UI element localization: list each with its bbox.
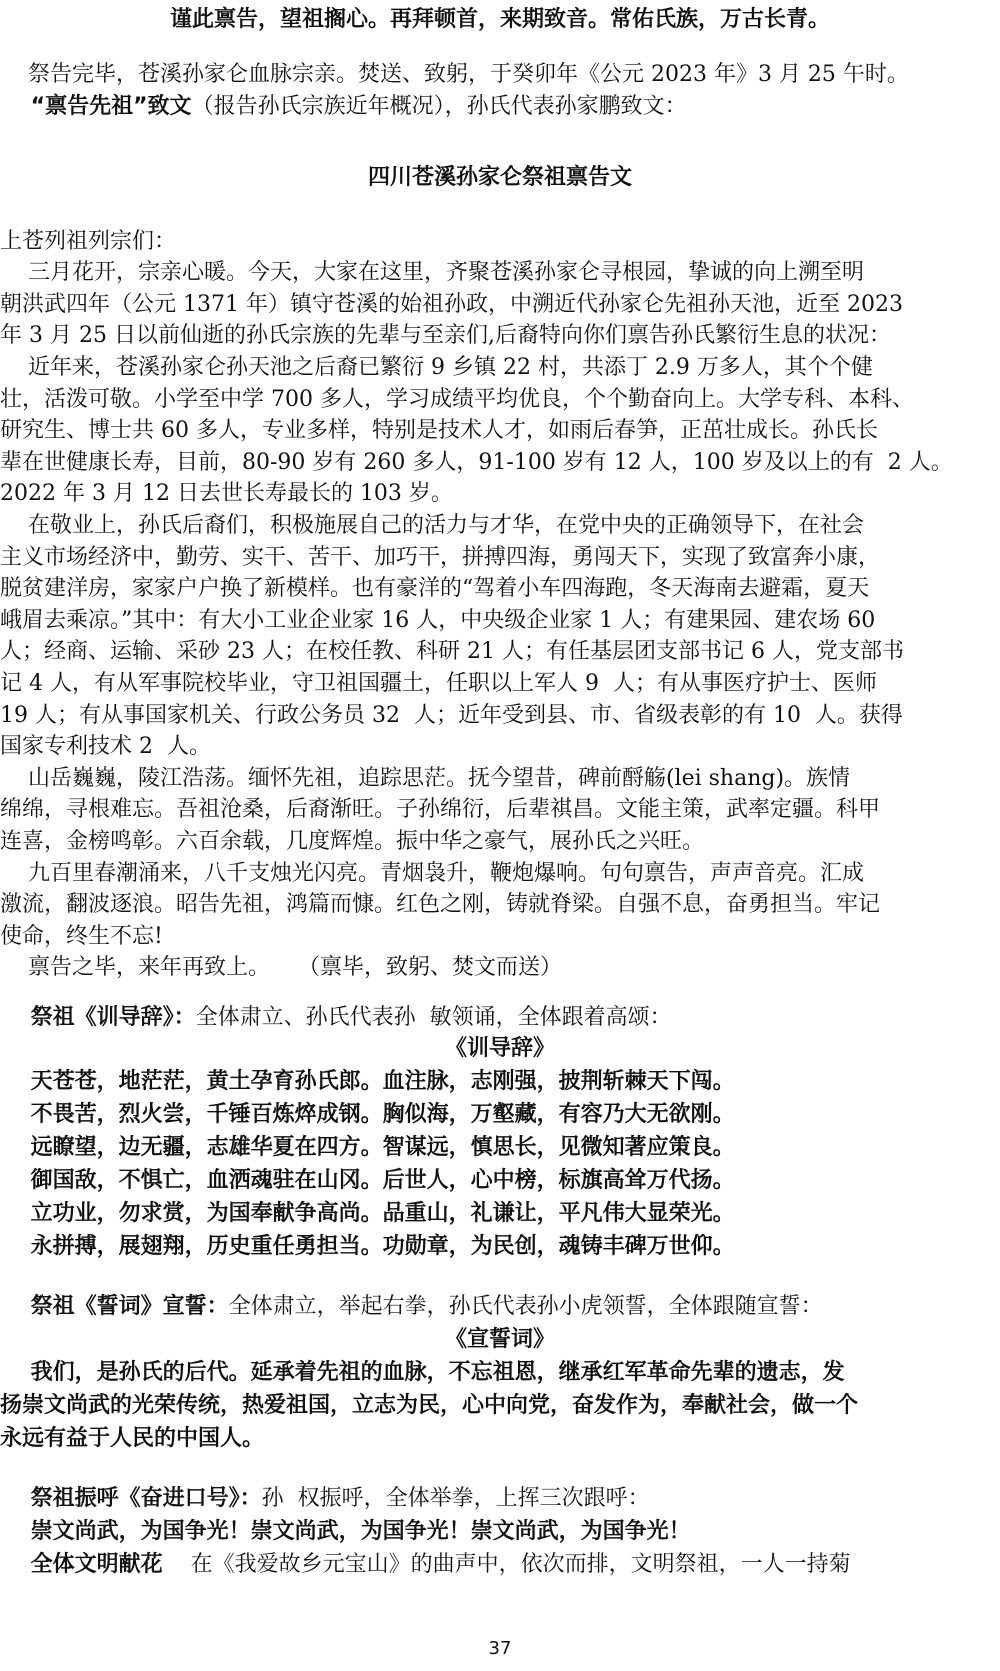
section-caption-note: 孙 权振呼，全体举拳，上挥三次跟呼： <box>261 1486 650 1511</box>
paragraph-line: 三月花开，宗亲心暖。今天，大家在这里，齐聚苍溪孙家仑寻根园，挚诚的向上溯至明 <box>0 260 864 285</box>
verse-line: 立功业，勿求赏，为国奉献争高尚。品重山，礼谦让，平凡伟大显荣光。 <box>0 1201 735 1226</box>
oath-title: 《宣誓词》 <box>444 1327 555 1352</box>
document-title: 四川苍溪孙家仑祭祖禀告文 <box>367 165 632 190</box>
verse-line: 御国敌，不惧亡，血洒魂驻在山冈。后世人，心中榜，标旗高耸万代扬。 <box>0 1168 735 1193</box>
paragraph-line: 连喜，金榜鸣彰。六百余载，几度辉煌。振中华之豪气，展孙氏之兴旺。 <box>0 829 705 854</box>
paragraph-line: 九百里春潮涌来，八千支烛光闪亮。青烟袅升，鞭炮爆响。句句禀告，声声音亮。汇成 <box>0 861 864 886</box>
paragraph-line: 脱贫建洋房，家家户户换了新模样。也有豪洋的“驾着小车四海跑，冬天海南去避霜，夏天 <box>0 576 870 601</box>
paragraph-line: 使命，终生不忘! <box>0 924 163 949</box>
verse-line: 远瞭望，边无疆，志雄华夏在四方。智谋远，慎思长，见微知著应策良。 <box>0 1135 735 1160</box>
section-intro <box>0 1484 1000 1514</box>
section-caption: 祭祖《训导辞》： <box>0 1005 196 1030</box>
section-caption: “禀告先祖”致文 <box>0 94 192 119</box>
section-intro <box>0 1292 1000 1322</box>
section-caption: 全体文明献花 <box>0 1552 163 1577</box>
paragraph-line: 记 4 人，有从军事院校毕业，守卫祖国疆土，任职以上军人 9 人；有从事医疗护士、医师 <box>0 671 877 696</box>
paragraph-line: 19 人；有从事国家机关、行政公务员 32 人；近年受到县、市、省级表彰的有 10 人。获得 <box>0 703 903 728</box>
section-intro <box>0 92 1000 122</box>
section-caption-note: 全体肃立、孙氏代表孙 敏领诵，全体跟着高颂： <box>195 1005 672 1030</box>
paragraph-line: 壮，活泼可敬。小学至中学 700 多人，学习成绩平均优良，个个勤奋向上。大学专科、本科、 <box>0 387 914 412</box>
oath-line: 我们，是孙氏的后代。延承着先祖的血脉，不忘祖恩，继承红军革命先辈的遗志，发 <box>0 1360 845 1385</box>
paragraph-line: 禀告之毕，来年再致上。 （禀毕，致躬、焚文而送） <box>0 955 562 980</box>
verse-line: 永拼搏，展翅翔，历史重任勇担当。功勋章，为民创，魂铸丰碑万世仰。 <box>0 1234 735 1259</box>
slogan-line: 崇文尚武，为国争光！崇文尚武，为国争光！崇文尚武，为国争光！ <box>0 1519 691 1544</box>
paragraph-line: 朝洪武四年（公元 1371 年）镇守苍溪的始祖孙政，中溯近代孙家仑先祖孙天池，近至 2023 <box>0 292 903 317</box>
paragraph-line: 峨眉去乘凉。”其中：有大小工业企业家 16 人，中央级企业家 1 人；有建果园、建农场 60 <box>0 608 876 633</box>
section-caption-note: 在《我爱故乡元宝山》的曲声中，依次而排，文明祭祖，一人一持菊 <box>162 1552 851 1577</box>
paragraph-line: 祭告完毕，苍溪孙家仑血脉宗亲。焚送、致躬，于癸卯年《公元 2023 年》3 月 25 午时。 <box>0 62 909 87</box>
paragraph-line: 辈在世健康长寿，目前，80-90 岁有 260 多人，91-100 岁有 12 人，100 岁及以上的有 2 人。 <box>0 450 953 475</box>
section-caption: 祭祖振呼《奋进口号》： <box>0 1486 262 1511</box>
paragraph-line: 国家专利技术 2 人。 <box>0 734 211 759</box>
paragraph-line: 主义市场经济中，勤劳、实干、苦干、加巧干，拼搏四海，勇闯天下，实现了致富奔小康， <box>0 545 881 570</box>
section-caption: 祭祖《誓词》宣誓： <box>0 1294 229 1319</box>
paragraph-line: 年 3 月 25 日以前仙逝的孙氏宗族的先辈与至亲们,后裔特向你们禀告孙氏繁衍生息的状况： <box>0 323 891 348</box>
verse-title: 《训导辞》 <box>444 1036 555 1061</box>
oath-line: 扬崇文尚武的光荣传统，热爱祖国，立志为民，心中向党，奋发作为，奉献社会，做一个 <box>0 1393 859 1418</box>
section-caption-note: （报告孙氏宗族近年概况），孙氏代表孙家鹏致文： <box>191 94 687 119</box>
oath-line: 永远有益于人民的中国人。 <box>0 1426 265 1451</box>
paragraph-line: 激流，翻波逐浪。昭告先祖，鸿篇而慷。红色之刚，铸就脊梁。自强不息，奋勇担当。牢记 <box>0 892 881 917</box>
section-intro <box>0 1550 1000 1580</box>
section-caption-note: 全体肃立，举起右拳，孙氏代表孙小虎领誓，全体跟随宣誓： <box>228 1294 823 1319</box>
paragraph-line: 近年来，苍溪孙家仑孙天池之后裔已繁衍 9 乡镇 22 村，共添丁 2.9 万多人，其个个健 <box>0 355 873 380</box>
verse-line: 天苍苍，地茫茫，黄土孕育孙氏郎。血注脉，志刚强，披荆斩棘天下闯。 <box>0 1069 735 1094</box>
paragraph-line: 绵绵，寻根难忘。吾祖沧桑，后裔渐旺。子孙绵衍，后辈祺昌。文能主策，武率定疆。科甲 <box>0 797 881 822</box>
paragraph-line: 2022 年 3 月 12 日去世长寿最长的 103 岁。 <box>0 481 453 506</box>
paragraph-line: 人；经商、运输、采砂 23 人；在校任教、科研 21 人；有任基层团支部书记 6 人，党支部书 <box>0 639 904 664</box>
paragraph-line: 在敬业上，孙氏后裔们，积极施展自己的活力与才华，在党中央的正确领导下，在社会 <box>0 513 864 538</box>
paragraph-line: 山岳巍巍，陵江浩荡。缅怀先祖，追踪思茫。抚今望昔，碑前酹觞(lei shang)。族情 <box>0 766 851 791</box>
page-number: 37 <box>488 1638 512 1659</box>
closing-verse: 谨此禀告，望祖搁心。再拜顿首，来期致音。常佑氏族，万古长青。 <box>169 7 830 32</box>
section-intro <box>0 1003 1000 1033</box>
paragraph-line: 研究生、博士共 60 多人，专业多样，特别是技术人才，如雨后春笋，正茁壮成长。孙氏长 <box>0 418 878 443</box>
paragraph-line: 上苍列祖列宗们： <box>0 229 177 254</box>
verse-line: 不畏苦，烈火尝，千锤百炼焠成钢。胸似海，万壑藏，有容乃大无欲刚。 <box>0 1102 735 1127</box>
